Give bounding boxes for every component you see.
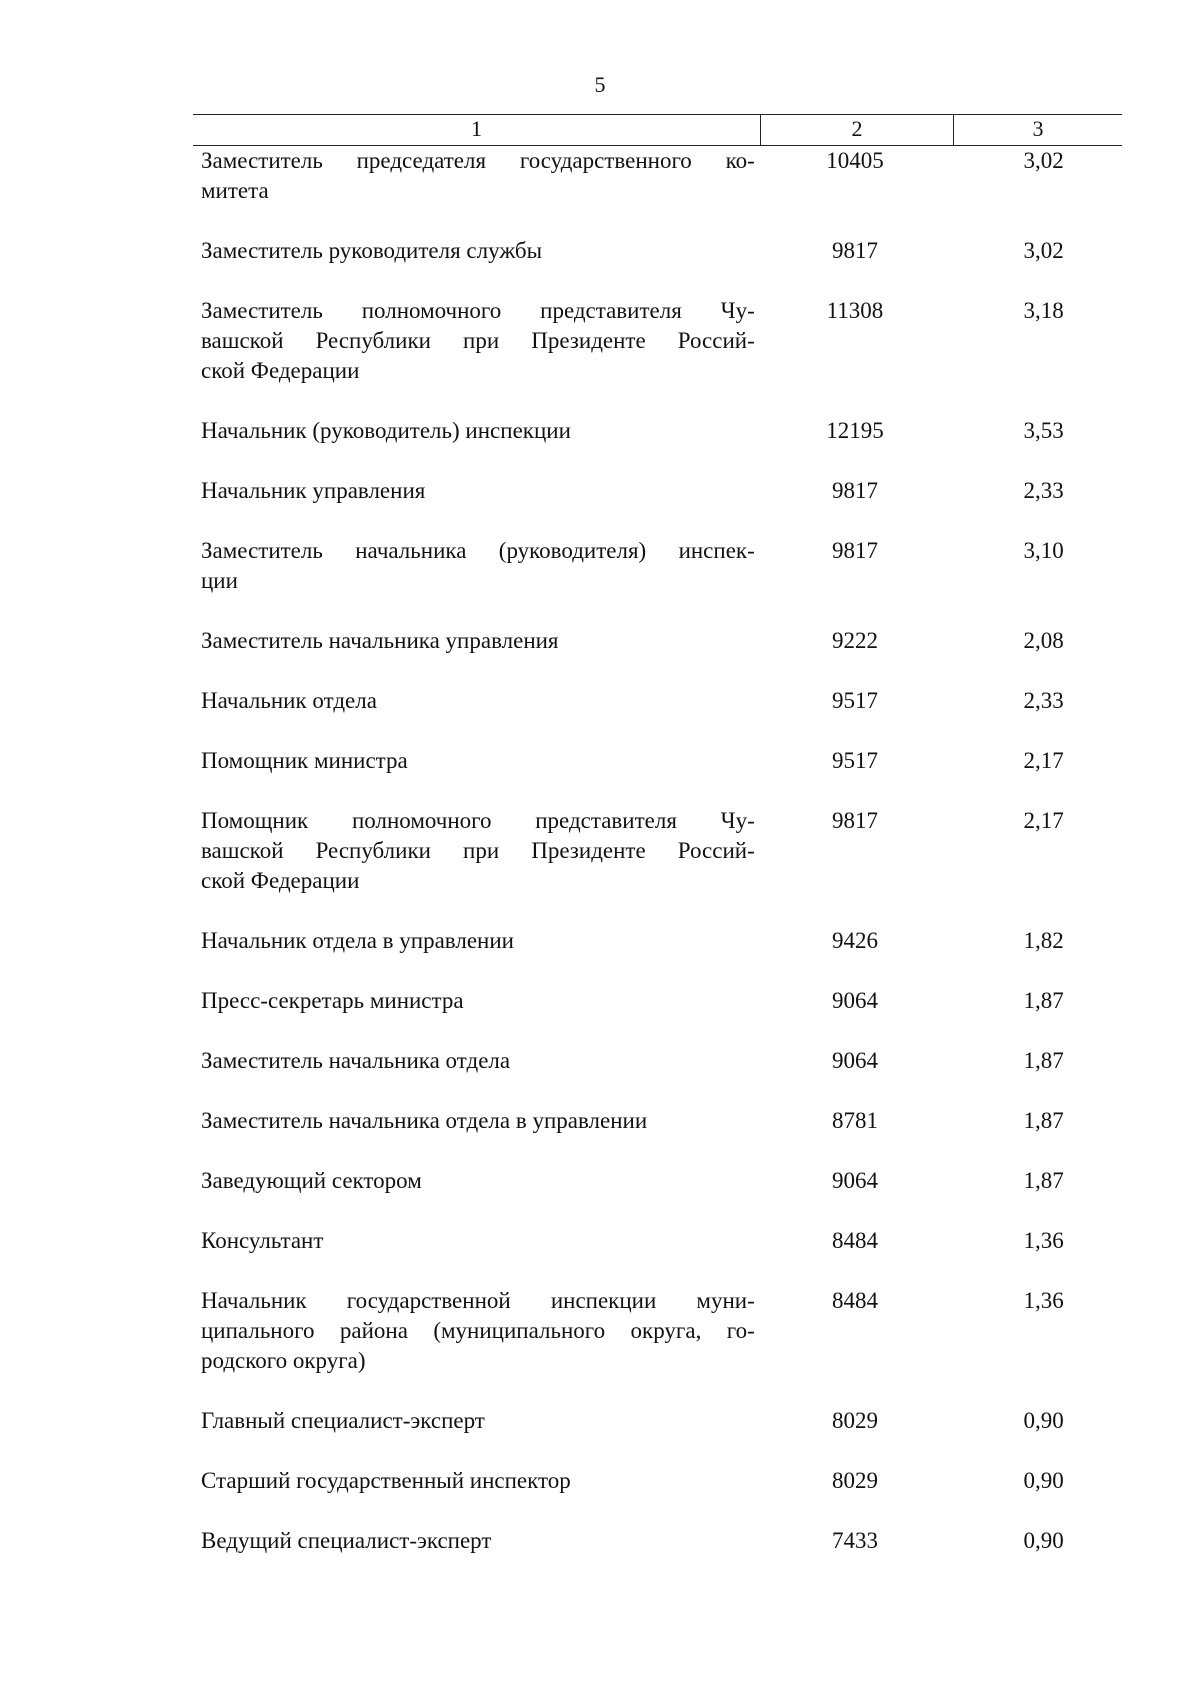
position-title-line: Старший государственный инспектор bbox=[201, 1468, 571, 1493]
coefficient-value: 1,87 bbox=[1023, 1168, 1064, 1193]
coefficient-value: 0,90 bbox=[1023, 1468, 1064, 1493]
position-title bbox=[193, 1046, 755, 1076]
position-title bbox=[193, 416, 755, 446]
position-title-line: митета bbox=[201, 178, 269, 203]
salary-value: 8029 bbox=[831, 1468, 878, 1493]
coefficient-value: 3,10 bbox=[1023, 538, 1064, 563]
table-row bbox=[193, 536, 1122, 596]
position-title-line: Заместитель начальника (руководителя) инспек- bbox=[201, 538, 755, 563]
table-row bbox=[193, 626, 1122, 656]
salary-value: 9817 bbox=[831, 808, 878, 833]
position-title-line: ции bbox=[201, 568, 238, 593]
salary-value: 8484 bbox=[831, 1288, 878, 1313]
salary-value: 10405 bbox=[826, 148, 884, 173]
coefficient-value: 2,33 bbox=[1023, 478, 1064, 503]
salary-value: 8781 bbox=[831, 1108, 878, 1133]
position-title-line: Консультант bbox=[201, 1228, 324, 1253]
position-title-line: Помощник полномочного представителя Чу- bbox=[201, 808, 755, 833]
position-title-line: ципального района (муниципального округа, го- bbox=[201, 1318, 755, 1343]
salary-value: 9517 bbox=[831, 748, 878, 773]
table-row bbox=[193, 1226, 1122, 1256]
salary-value: 9817 bbox=[831, 238, 878, 263]
position-title bbox=[193, 536, 755, 596]
coefficient-value: 1,82 bbox=[1023, 928, 1064, 953]
table-row bbox=[193, 1046, 1122, 1076]
position-title bbox=[193, 626, 755, 656]
table-row bbox=[193, 146, 1122, 206]
position-title-line: ской Федерации bbox=[201, 358, 360, 383]
salary-value: 9064 bbox=[831, 988, 878, 1013]
position-title-line: родского округа) bbox=[201, 1348, 366, 1373]
position-title-line: вашской Республики при Президенте Россий- bbox=[201, 328, 755, 353]
coefficient-value: 2,08 bbox=[1023, 628, 1064, 653]
coefficient-value: 1,36 bbox=[1023, 1288, 1064, 1313]
salary-value: 9426 bbox=[831, 928, 878, 953]
position-title-line: Главный специалист-эксперт bbox=[201, 1408, 485, 1433]
coefficient-value: 3,02 bbox=[1023, 238, 1064, 263]
salary-value: 12195 bbox=[826, 418, 884, 443]
coefficient-value: 3,02 bbox=[1023, 148, 1064, 173]
table-header-row bbox=[193, 114, 1122, 146]
coefficient-value: 1,87 bbox=[1023, 988, 1064, 1013]
position-title-line: Помощник министра bbox=[201, 748, 408, 773]
column-header-1: 1 bbox=[193, 115, 761, 145]
position-title-line: Заместитель председателя государственного ко- bbox=[201, 148, 755, 173]
coefficient-value: 1,87 bbox=[1023, 1108, 1064, 1133]
table-row bbox=[193, 416, 1122, 446]
position-title-line: Заместитель полномочного представителя Чу- bbox=[201, 298, 755, 323]
position-title bbox=[193, 476, 755, 506]
salary-value: 9817 bbox=[831, 478, 878, 503]
table-row bbox=[193, 926, 1122, 956]
coefficient-value: 2,33 bbox=[1023, 688, 1064, 713]
position-title bbox=[193, 806, 755, 896]
position-title bbox=[193, 1106, 755, 1136]
table-row bbox=[193, 1466, 1122, 1496]
salary-value: 9517 bbox=[831, 688, 878, 713]
position-title-line: Заместитель начальника управления bbox=[201, 628, 559, 653]
position-title bbox=[193, 986, 755, 1016]
position-title-line: Заместитель руководителя службы bbox=[201, 238, 543, 263]
salary-value: 9064 bbox=[831, 1168, 878, 1193]
position-title-line: ской Федерации bbox=[201, 868, 360, 893]
position-title bbox=[193, 1526, 755, 1556]
coefficient-value: 3,18 bbox=[1023, 298, 1064, 323]
salary-value: 11308 bbox=[826, 298, 884, 323]
page-number: 5 bbox=[594, 72, 606, 97]
table-row bbox=[193, 1166, 1122, 1196]
salary-value: 9817 bbox=[831, 538, 878, 563]
position-title bbox=[193, 1286, 755, 1376]
position-title bbox=[193, 296, 755, 386]
position-title-line: Ведущий специалист-эксперт bbox=[201, 1528, 492, 1553]
salary-value: 8484 bbox=[831, 1228, 878, 1253]
position-title-line: Начальник отдела bbox=[201, 688, 377, 713]
position-title bbox=[193, 1166, 755, 1196]
salary-value: 7433 bbox=[831, 1528, 878, 1553]
column-header-2: 2 bbox=[761, 115, 954, 145]
table-row bbox=[193, 686, 1122, 716]
table-row bbox=[193, 1406, 1122, 1436]
coefficient-value: 2,17 bbox=[1023, 748, 1064, 773]
position-title bbox=[193, 686, 755, 716]
coefficient-value: 1,36 bbox=[1023, 1228, 1064, 1253]
table-row bbox=[193, 746, 1122, 776]
table-row bbox=[193, 806, 1122, 896]
salary-value: 9222 bbox=[831, 628, 878, 653]
salary-value: 9064 bbox=[831, 1048, 878, 1073]
position-title-line: Начальник (руководитель) инспекции bbox=[201, 418, 571, 443]
table-row bbox=[193, 236, 1122, 266]
position-title-line: вашской Республики при Президенте Россий- bbox=[201, 838, 755, 863]
position-title-line: Заместитель начальника отдела bbox=[201, 1048, 511, 1073]
table-row bbox=[193, 1286, 1122, 1376]
column-header-3: 3 bbox=[1032, 116, 1044, 141]
salary-value: 8029 bbox=[831, 1408, 878, 1433]
table-row bbox=[193, 296, 1122, 386]
position-title-line: Начальник отдела в управлении bbox=[201, 928, 514, 953]
table-row bbox=[193, 1106, 1122, 1136]
position-title bbox=[193, 1406, 755, 1436]
position-title bbox=[193, 746, 755, 776]
position-title bbox=[193, 236, 755, 266]
position-title-line: Заместитель начальника отдела в управлении bbox=[201, 1108, 648, 1133]
position-title bbox=[193, 926, 755, 956]
salary-table bbox=[193, 114, 1122, 1586]
table-body bbox=[193, 146, 1122, 1556]
coefficient-value: 0,90 bbox=[1023, 1528, 1064, 1553]
table-row bbox=[193, 986, 1122, 1016]
position-title-line: Пресс-секретарь министра bbox=[201, 988, 464, 1013]
position-title-line: Начальник государственной инспекции муни- bbox=[201, 1288, 755, 1313]
position-title bbox=[193, 146, 755, 206]
table-row bbox=[193, 476, 1122, 506]
position-title bbox=[193, 1226, 755, 1256]
position-title-line: Начальник управления bbox=[201, 478, 426, 503]
coefficient-value: 0,90 bbox=[1023, 1408, 1064, 1433]
position-title bbox=[193, 1466, 755, 1496]
table-row bbox=[193, 1526, 1122, 1556]
position-title-line: Заведующий сектором bbox=[201, 1168, 422, 1193]
coefficient-value: 1,87 bbox=[1023, 1048, 1064, 1073]
coefficient-value: 2,17 bbox=[1023, 808, 1064, 833]
coefficient-value: 3,53 bbox=[1023, 418, 1064, 443]
